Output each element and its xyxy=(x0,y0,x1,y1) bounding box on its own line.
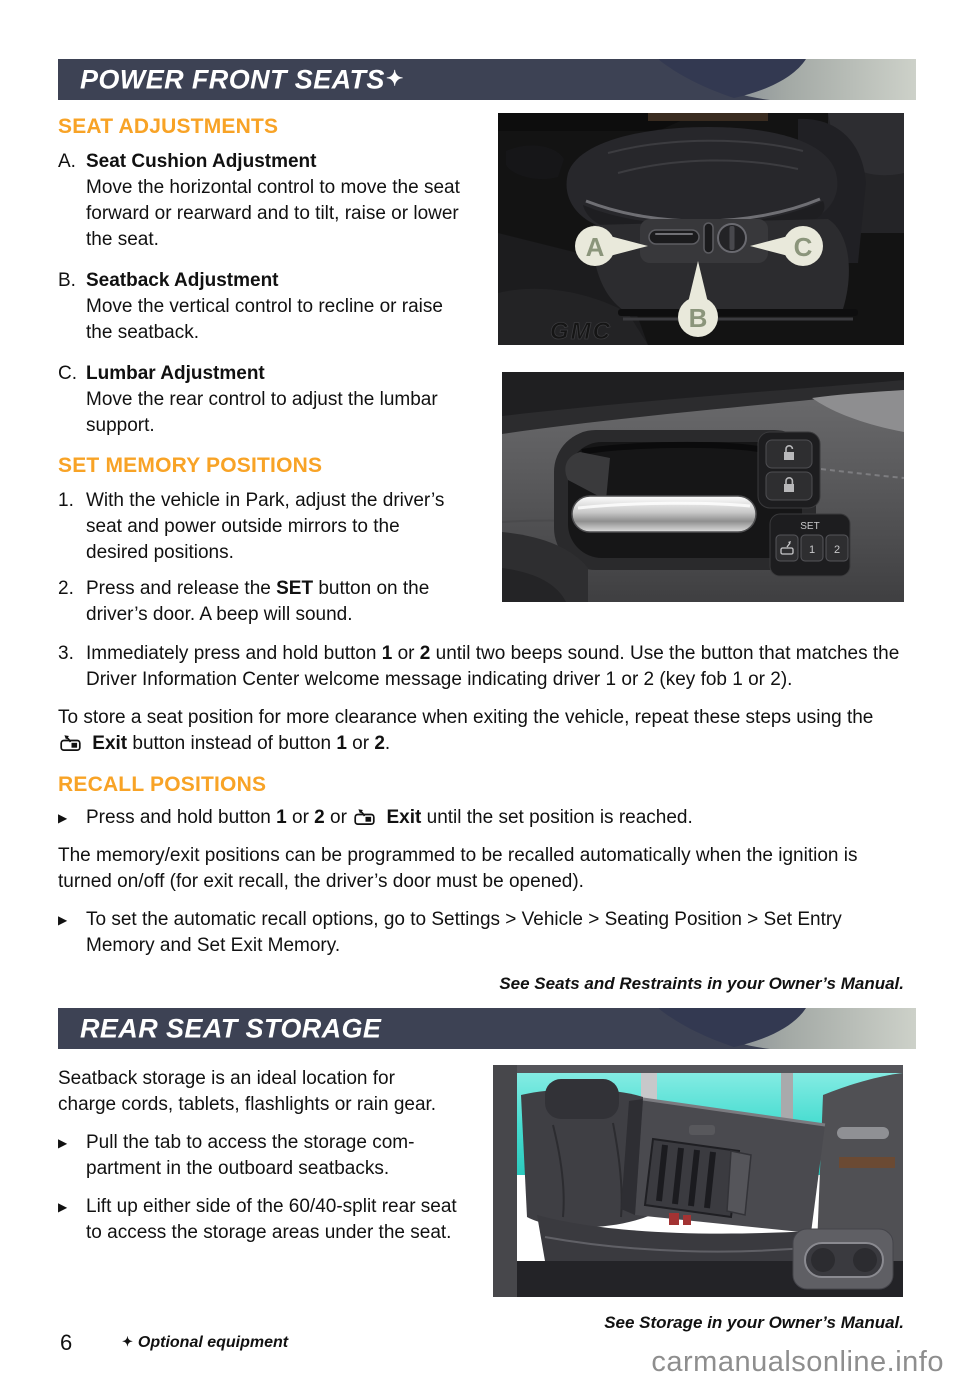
memory-step-3 xyxy=(58,641,904,693)
set-button-label: SET xyxy=(800,521,820,532)
memory-2-label: 2 xyxy=(833,544,841,556)
front-seat-controls-illustration xyxy=(498,113,904,345)
callout-b-label: B xyxy=(688,303,708,333)
section-banner-rear-seat-storage xyxy=(58,1008,916,1049)
bullet-triangle: ▶ xyxy=(58,1200,68,1214)
list-item-seatback xyxy=(58,268,462,346)
see-seats-reference: See Seats and Restraints in your Owner’s Manual. xyxy=(499,974,904,993)
optional-equipment-footnote xyxy=(122,1334,288,1352)
memory-1-label: 1 xyxy=(808,544,816,556)
door-handle-set-button-photo xyxy=(502,372,904,602)
storage-pull-tab xyxy=(689,1125,715,1135)
item-letter: A. xyxy=(58,151,76,172)
bullet-body: Pull the tab to access the storage com- partment in the outboard seatbacks. xyxy=(86,1132,415,1179)
page-number: 6 xyxy=(60,1330,73,1355)
gmc-floor-logo: GMC xyxy=(550,318,612,345)
recall-bullet-1 xyxy=(58,805,904,831)
step-body: Immediately press and hold button 1 or 2 until two beeps sound. Use the button that matches the Driver Information Center welcome message indicating driver 1 or 2 (key fob 1 or 2). xyxy=(86,643,900,690)
storage-bullet-2 xyxy=(58,1194,458,1246)
callout-c-label: C xyxy=(793,232,813,262)
item-title: Seatback Adjustment xyxy=(86,270,279,291)
recall-paragraph: The memory/exit positions can be programmed to be recalled automatically when the ignition is turned on/off (for exit recall, the driver’s door must be opened). xyxy=(58,845,858,892)
section-title xyxy=(80,1013,381,1044)
section-banner-power-front-seats xyxy=(58,59,916,100)
seat-exit-icon xyxy=(354,808,379,826)
bullet-triangle: ▶ xyxy=(58,1136,68,1150)
item-body: Move the vertical control to recline or raise the seatback. xyxy=(86,296,443,343)
rear-storage-column xyxy=(58,1066,458,1246)
bullet-body: Lift up either side of the 60/40-split rear seat to access the storage areas under the seat. xyxy=(86,1196,457,1243)
callout-a-label: A xyxy=(585,232,605,262)
list-item-lumbar xyxy=(58,361,462,439)
section-title xyxy=(80,64,404,95)
bullet-body: Press and hold button 1 or 2 or Exit until the set position is reached. xyxy=(86,807,693,828)
item-title: Seat Cushion Adjustment xyxy=(86,151,317,172)
seat-exit-icon xyxy=(60,734,85,752)
store-exit-note: To store a seat position for more clearance when exiting the vehicle, repeat these steps using the Exit button instead of button 1 or 2. xyxy=(58,707,874,754)
set-memory-heading: SET MEMORY POSITIONS xyxy=(58,454,323,477)
recall-bullet-2 xyxy=(58,907,904,959)
recall-positions-heading: RECALL POSITIONS xyxy=(58,773,267,796)
section-title-text: REAR SEAT STORAGE xyxy=(80,1013,382,1043)
door-handle-illustration xyxy=(502,372,904,602)
item-letter: B. xyxy=(58,270,76,291)
seat-adjustments-column xyxy=(58,115,462,628)
item-letter: C. xyxy=(58,363,77,384)
step-number: 2. xyxy=(58,578,74,599)
step-body: Press and release the SET button on the driver’s door. A beep will sound. xyxy=(86,578,430,625)
bullet-triangle: ▶ xyxy=(58,811,68,825)
rear-seat-storage-photo xyxy=(493,1065,903,1297)
headrest xyxy=(545,1079,619,1119)
step-body: With the vehicle in Park, adjust the driver’s seat and power outside mirrors to the desired positions. xyxy=(86,490,445,563)
rear-seat-storage-illustration xyxy=(493,1065,903,1297)
step-number: 1. xyxy=(58,490,74,511)
horizontal-seat-control xyxy=(649,230,699,244)
footnote-text: Optional equipment xyxy=(137,1334,289,1351)
optional-star-icon: ✦ xyxy=(385,67,404,90)
door-handle-chrome xyxy=(572,496,756,532)
bullet-body: To set the automatic recall options, go to Settings > Vehicle > Seating Position > Set Entry Memory and Set Exit Memory. xyxy=(86,909,842,956)
optional-star-icon: ✦ xyxy=(122,1334,133,1349)
item-body: Move the rear control to adjust the lumbar support. xyxy=(86,389,438,436)
see-storage-reference: See Storage in your Owner’s Manual. xyxy=(604,1313,904,1332)
memory-step-2 xyxy=(58,576,462,628)
watermark-text: carmanualsonline.info xyxy=(651,1346,944,1378)
item-body: Move the horizontal control to move the seat forward or rearward and to tilt, raise or lower the seat. xyxy=(86,177,460,250)
seat-adjustments-heading: SEAT ADJUSTMENTS xyxy=(58,115,279,138)
vertical-seatback-control xyxy=(704,223,713,253)
memory-step-1 xyxy=(58,488,462,566)
section-title-text: POWER FRONT SEATS xyxy=(80,64,385,94)
item-title: Lumbar Adjustment xyxy=(86,363,265,384)
list-item-seat-cushion xyxy=(58,149,462,253)
bullet-triangle: ▶ xyxy=(58,913,68,927)
rear-storage-intro: Seatback storage is an ideal location for charge cords, tablets, flashlights or rain gear. xyxy=(58,1068,437,1115)
storage-bullet-1 xyxy=(58,1130,458,1182)
front-seat-controls-photo xyxy=(498,113,904,345)
memory-fullwidth-block xyxy=(58,641,904,995)
step-number: 3. xyxy=(58,643,74,664)
rear-door-handle xyxy=(837,1127,889,1139)
